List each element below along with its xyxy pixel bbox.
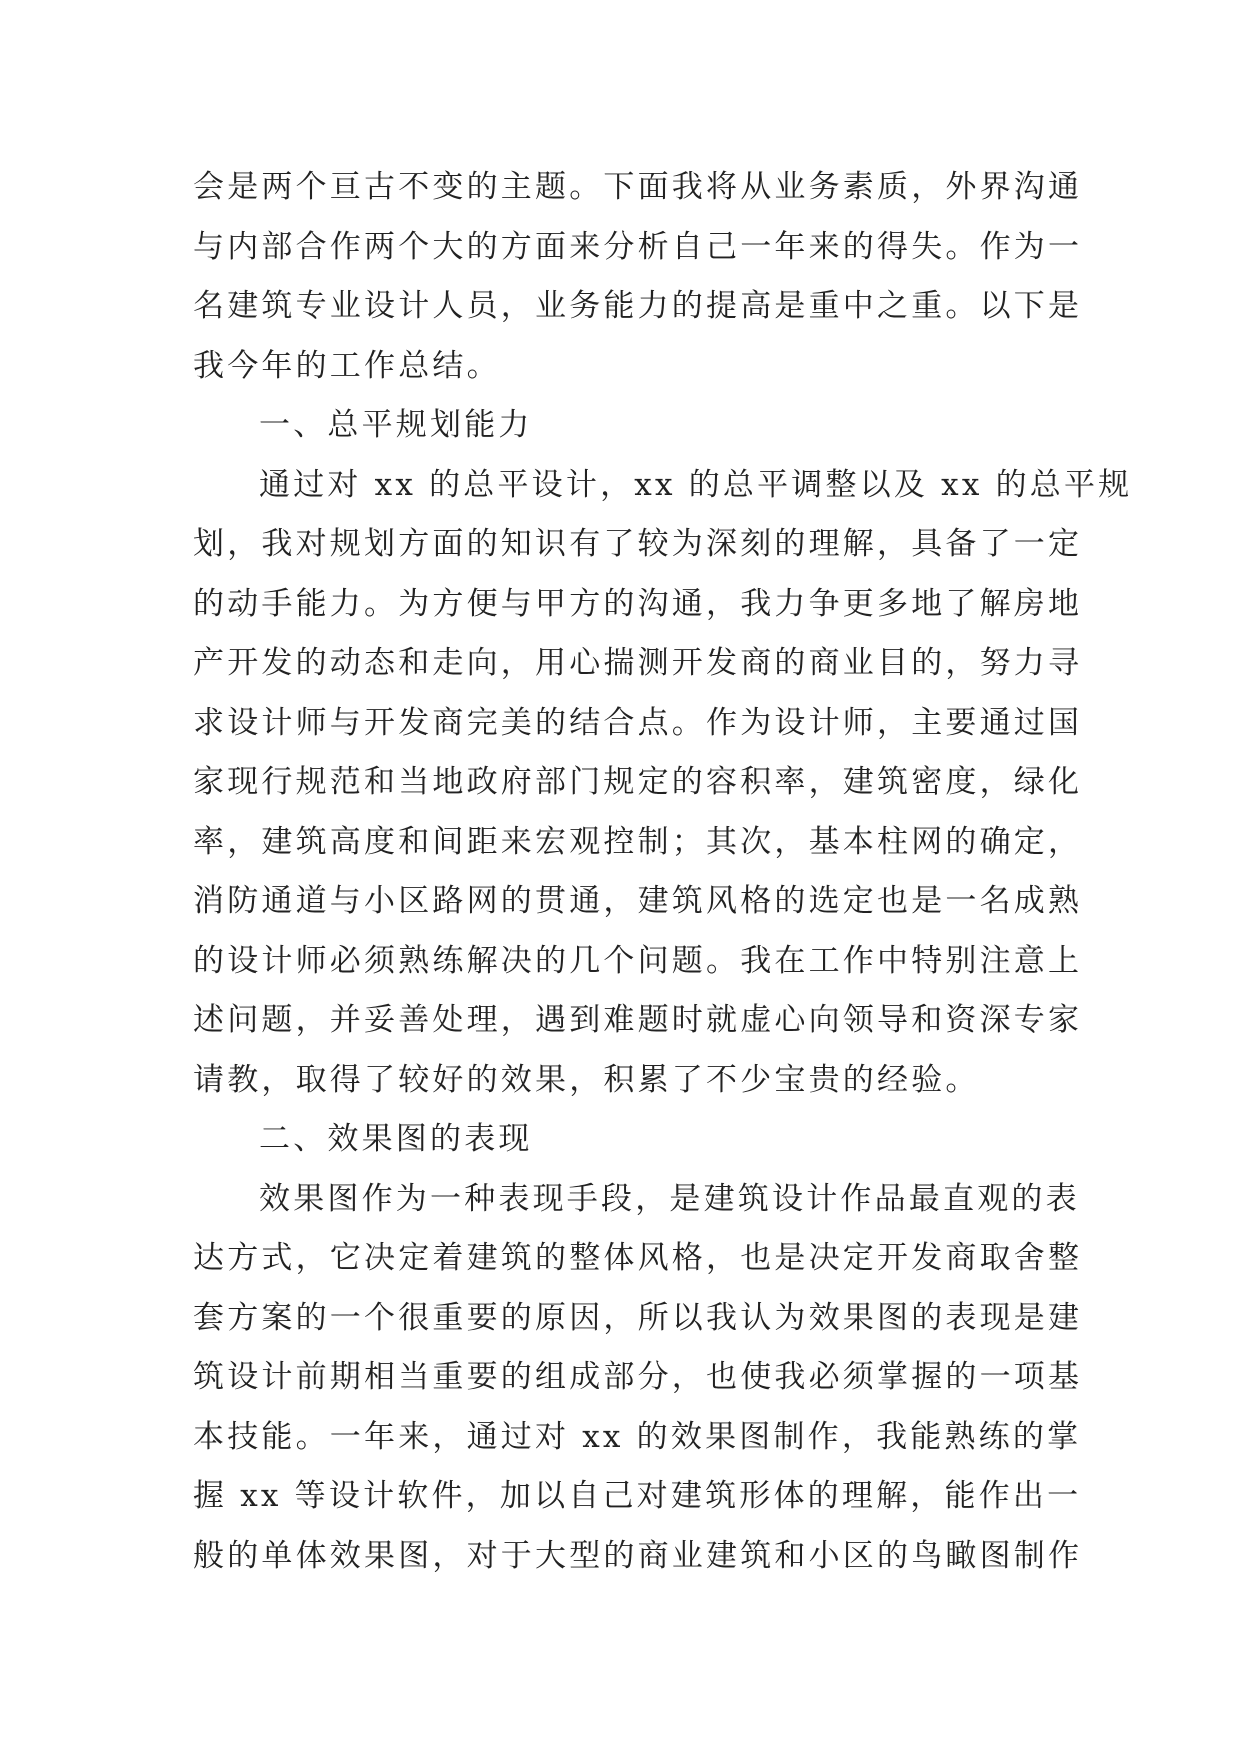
- text-line: 本技能。一年来，通过对 xx 的效果图制作，我能熟练的掌: [193, 1418, 1082, 1455]
- text-line: 求设计师与开发商完美的结合点。作为设计师，主要通过国: [193, 704, 1083, 741]
- text-line: 划，我对规划方面的知识有了较为深刻的理解，具备了一定: [193, 526, 1083, 562]
- text-line: 达方式，它决定着建筑的整体风格，也是决定开发商取舍整: [193, 1240, 1083, 1276]
- text-line: 的动手能力。为方便与甲方的沟通，我力争更多地了解房地: [193, 585, 1083, 622]
- section-heading-1: 一、总平规划能力: [259, 407, 533, 443]
- text-line: 消防通道与小区路网的贯通，建筑风格的选定也是一名成熟: [193, 883, 1083, 919]
- text-line: 般的单体效果图，对于大型的商业建筑和小区的鸟瞰图制作: [193, 1537, 1083, 1574]
- text-line: 我今年的工作总结。: [193, 347, 501, 384]
- text-line: 筑设计前期相当重要的组成部分，也使我必须掌握的一项基: [193, 1359, 1083, 1395]
- text-line: 请教，取得了较好的效果，积累了不少宝贵的经验。: [193, 1061, 980, 1098]
- text-line: 的设计师必须熟练解决的几个问题。我在工作中特别注意上: [193, 942, 1083, 979]
- text-line: 产开发的动态和走向，用心揣测开发商的商业目的，努力寻: [193, 645, 1083, 681]
- body-text: [193, 158, 1133, 1586]
- text-line: 会是两个亘古不变的主题。下面我将从业务素质，外界沟通: [193, 169, 1083, 205]
- text-line: 套方案的一个很重要的原因，所以我认为效果图的表现是建: [193, 1299, 1083, 1336]
- text-line: 名建筑专业设计人员，业务能力的提高是重中之重。以下是: [193, 288, 1083, 324]
- text-line: 握 xx 等设计软件，加以自己对建筑形体的理解，能作出一: [193, 1478, 1082, 1514]
- text-line: 述问题，并妥善处理，遇到难题时就虚心向领导和资深专家: [193, 1002, 1083, 1038]
- section-heading-2: 二、效果图的表现: [259, 1121, 533, 1157]
- text-line: 率，建筑高度和间距来宏观控制；其次，基本柱网的确定，: [193, 823, 1083, 860]
- text-line: 通过对 xx 的总平设计，xx 的总平调整以及 xx 的总平规: [259, 466, 1133, 503]
- text-line: 与内部合作两个大的方面来分析自己一年来的得失。作为一: [193, 228, 1083, 265]
- text-line: 效果图作为一种表现手段，是建筑设计作品最直观的表: [259, 1180, 1080, 1217]
- text-line: 家现行规范和当地政府部门规定的容积率，建筑密度，绿化: [193, 764, 1083, 800]
